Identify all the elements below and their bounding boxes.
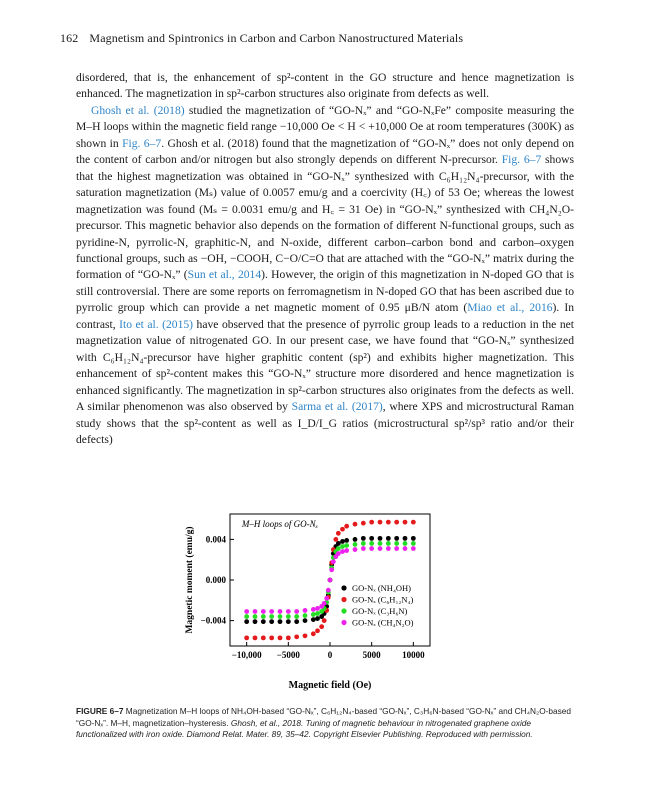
running-title: Magnetism and Spintronics in Carbon and Carbon Nanostructured Materials: [89, 31, 464, 45]
legend-marker: [341, 597, 346, 602]
data-point: [394, 520, 399, 525]
data-point: [244, 619, 249, 624]
data-point: [322, 618, 327, 623]
data-point: [403, 520, 408, 525]
data-point: [328, 578, 333, 583]
data-point: [253, 614, 258, 619]
data-point: [261, 619, 266, 624]
data-point: [369, 536, 374, 541]
running-header: [60, 31, 463, 46]
data-point: [253, 609, 258, 614]
data-point: [411, 536, 416, 541]
data-point: [394, 546, 399, 551]
caption-text: Magnetization M–H loops of NH₄OH-based “GO-Nₓ”, C₆H₁₂N₄-based “GO-Nₓ”, C₃H₆N-based “GO-Nₓ” and CH₄N₂O-based “GO-Nₓ”. M–H, magnetization–hysteresis.: [76, 706, 572, 728]
data-point: [278, 619, 283, 624]
data-point: [353, 537, 358, 542]
data-point: [386, 541, 391, 546]
data-point: [411, 546, 416, 551]
x-tick-label: −10,000: [231, 650, 262, 660]
data-point: [315, 616, 320, 621]
legend-marker: [341, 620, 346, 625]
data-point: [286, 635, 291, 640]
data-point: [244, 614, 249, 619]
paragraph-2-text-6: have observed that the presence of pyrrolic group leads to a reduction in the net magnetization value of nitrogenated GO. In our present case, we have found that “GO-Nₓ” synthesized with C₆H₁₂N₄-precursor have higher graphitic content (sp²) and exhibits higher magnetization. This enhancement of sp²-content makes this “GO-Nₓ” structure more disordered and hence magnetization is enhanced significantly. The magnetization in sp²-carbon structures also originates from the defects as well. A similar phenomenon was also observed by: [76, 317, 574, 414]
data-point: [386, 546, 391, 551]
x-tick-label: 10000: [402, 650, 425, 660]
data-point: [361, 541, 366, 546]
paragraph-2: [76, 103, 574, 449]
data-point: [336, 546, 341, 551]
data-point: [303, 608, 308, 613]
data-point: [311, 607, 316, 612]
ref-fig-6-7-second[interactable]: Fig. 6–7: [501, 153, 542, 167]
data-point: [344, 543, 349, 548]
data-point: [353, 547, 358, 552]
data-point: [319, 624, 324, 629]
data-point: [386, 520, 391, 525]
data-point: [269, 609, 274, 614]
data-point: [378, 520, 383, 525]
data-point: [244, 635, 249, 640]
paragraph-2-text-3: shows that the highest magnetization was obtained in “GO-Nₓ” synthesized with C₆H₁₂N₄-precursor, with the saturation magnetization (Mₛ) value of 0.0057 emu/g and a coercivity (H꜀) of 53 Oe; whereas the lowest magnetization was found (Mₛ = 0.0031 emu/g and H꜀ = 31 Oe) in “GO-Nₓ” synthesized with CH₄N₂O-precursor. This magnetic behavior also depends on the formation of different N-functional groups, such as pyridine-N, pyrrolic-N, graphitic-N, and N-oxide, different carbon–carbon bond and carbon–oxygen functional groups, such as −OH, −COOH, C−O/C=O that are attached with the “GO-Nₓ” matrix during the formation of “GO-Nₓ” (: [76, 153, 575, 282]
data-point: [286, 609, 291, 614]
article-body: [76, 70, 574, 448]
figure-label: FIGURE 6–7: [76, 706, 124, 716]
legend-entry: GO-Nₓ (C₆H₁₂N₄): [352, 594, 414, 605]
data-point: [244, 609, 249, 614]
data-point: [326, 588, 331, 593]
page-number: 162: [60, 31, 79, 45]
data-point: [403, 541, 408, 546]
data-point: [353, 522, 358, 527]
data-point: [322, 601, 327, 606]
data-point: [303, 613, 308, 618]
chart-svg: [182, 506, 464, 696]
data-point: [253, 635, 258, 640]
data-point: [253, 619, 258, 624]
data-point: [311, 617, 316, 622]
data-point: [340, 539, 345, 544]
chart-title: M–H loops of GO-Nₓ: [241, 519, 319, 529]
data-point: [353, 542, 358, 547]
data-point: [303, 633, 308, 638]
data-point: [361, 521, 366, 526]
data-point: [378, 546, 383, 551]
legend-entry: GO-Nₓ (NH₄OH): [352, 583, 412, 593]
data-point: [261, 614, 266, 619]
paragraph-2-text-5: ). In contrast,: [76, 301, 574, 331]
data-point: [303, 618, 308, 623]
data-point: [269, 619, 274, 624]
ref-miao-2016[interactable]: Miao et al., 2016: [467, 301, 553, 315]
data-point: [286, 614, 291, 619]
data-point: [294, 619, 299, 624]
data-point: [361, 546, 366, 551]
figure-caption: [76, 706, 572, 741]
data-point: [261, 609, 266, 614]
data-point: [369, 546, 374, 551]
x-tick-label: 5000: [362, 650, 381, 660]
ref-fig-6-7[interactable]: Fig. 6–7: [122, 136, 162, 150]
legend-entry: GO-Nₓ (C₃H₆N): [352, 606, 408, 616]
data-point: [311, 631, 316, 636]
data-point: [278, 609, 283, 614]
legend-marker: [341, 585, 346, 590]
data-point: [311, 612, 316, 617]
data-point: [269, 614, 274, 619]
data-point: [378, 541, 383, 546]
x-axis-label: Magnetic field (Oe): [288, 680, 372, 691]
y-tick-label: 0.000: [205, 575, 226, 585]
data-point: [403, 546, 408, 551]
legend-entry: GO-Nₓ (CH₄N₂O): [352, 617, 414, 628]
y-axis-label: Magnetic moment (emu/g): [185, 526, 195, 634]
paragraph-2-text-1: studied the magnetization of “GO-Nₓ” and “GO-NₓFe” composite measuring the M–H loops within the magnetic field range −10,000 Oe < H < +10,000 Oe at room temperatures (300K) as shown in: [76, 103, 574, 150]
caption-source: Ghosh, et al., 2018. Tuning of magnetic behaviour in nitrogenated graphene oxide functionalized with iron oxide. Diamond Relat. Mater. 89, 35–42. Copyright Elsevier Publishing. Reproduced with permission.: [76, 717, 533, 740]
data-point: [369, 520, 374, 525]
paragraph-2-text-4: ). However, the origin of this magnetization in N-doped GO that is still controversial. There are some reports on ferromagnetism in N-doped GO that has been ascribed due to pyrrolic group which can provide a net magnetic moment of 0.95 μB/N atom (: [76, 268, 574, 315]
data-point: [324, 596, 329, 601]
data-point: [336, 531, 341, 536]
data-point: [278, 614, 283, 619]
paragraph-2-text-2: . Ghosh et al. (2018) found that the magnetization of “GO-Nₓ” does not only depend on the content of carbon and/or nitrogen but also strongly depends on different N-precursor.: [76, 136, 574, 167]
legend-marker: [341, 608, 346, 613]
data-point: [378, 536, 383, 541]
data-point: [294, 614, 299, 619]
data-point: [369, 541, 374, 546]
data-point: [336, 551, 341, 556]
data-point: [336, 541, 341, 546]
data-point: [294, 609, 299, 614]
data-point: [411, 541, 416, 546]
data-point: [344, 538, 349, 543]
data-point: [344, 524, 349, 529]
data-point: [361, 536, 366, 541]
data-point: [333, 537, 338, 542]
data-point: [315, 611, 320, 616]
data-point: [286, 619, 291, 624]
data-point: [403, 536, 408, 541]
data-point: [394, 536, 399, 541]
x-tick-label: −5000: [276, 650, 300, 660]
ref-ito-2015[interactable]: Ito et al. (2015): [119, 317, 194, 331]
data-point: [344, 548, 349, 553]
ref-sarma-2017[interactable]: Sarma et al. (2017): [291, 400, 383, 414]
data-point: [315, 628, 320, 633]
data-point: [329, 567, 334, 572]
data-point: [269, 635, 274, 640]
y-tick-label: 0.004: [205, 534, 226, 545]
y-tick-label: −0.004: [200, 615, 226, 626]
ref-ghosh-2018[interactable]: Ghosh et al. (2018): [91, 103, 185, 117]
ref-sun-2014[interactable]: Sun et al., 2014: [187, 268, 262, 282]
x-tick-label: 0: [327, 650, 333, 660]
mh-loop-chart: [182, 506, 464, 696]
data-point: [261, 635, 266, 640]
data-point: [394, 541, 399, 546]
data-point: [315, 606, 320, 611]
data-point: [294, 634, 299, 639]
paragraph-2-text-7: , where XPS and microstructural Raman study shows that the sp²-content as well as I_D/I_G ratios (microstructural sp²/sp³ ratio and/or their defects): [76, 400, 574, 446]
data-point: [386, 536, 391, 541]
data-point: [340, 544, 345, 549]
paragraph-1: disordered, that is, the enhancement of sp²-content in the GO structure and hence magnetization is enhanced. The magnetization in sp²-carbon structures also originate from defects as well.: [76, 71, 574, 101]
data-point: [411, 520, 416, 525]
data-point: [340, 549, 345, 554]
data-point: [278, 635, 283, 640]
data-point: [331, 559, 336, 564]
data-point: [340, 527, 345, 532]
